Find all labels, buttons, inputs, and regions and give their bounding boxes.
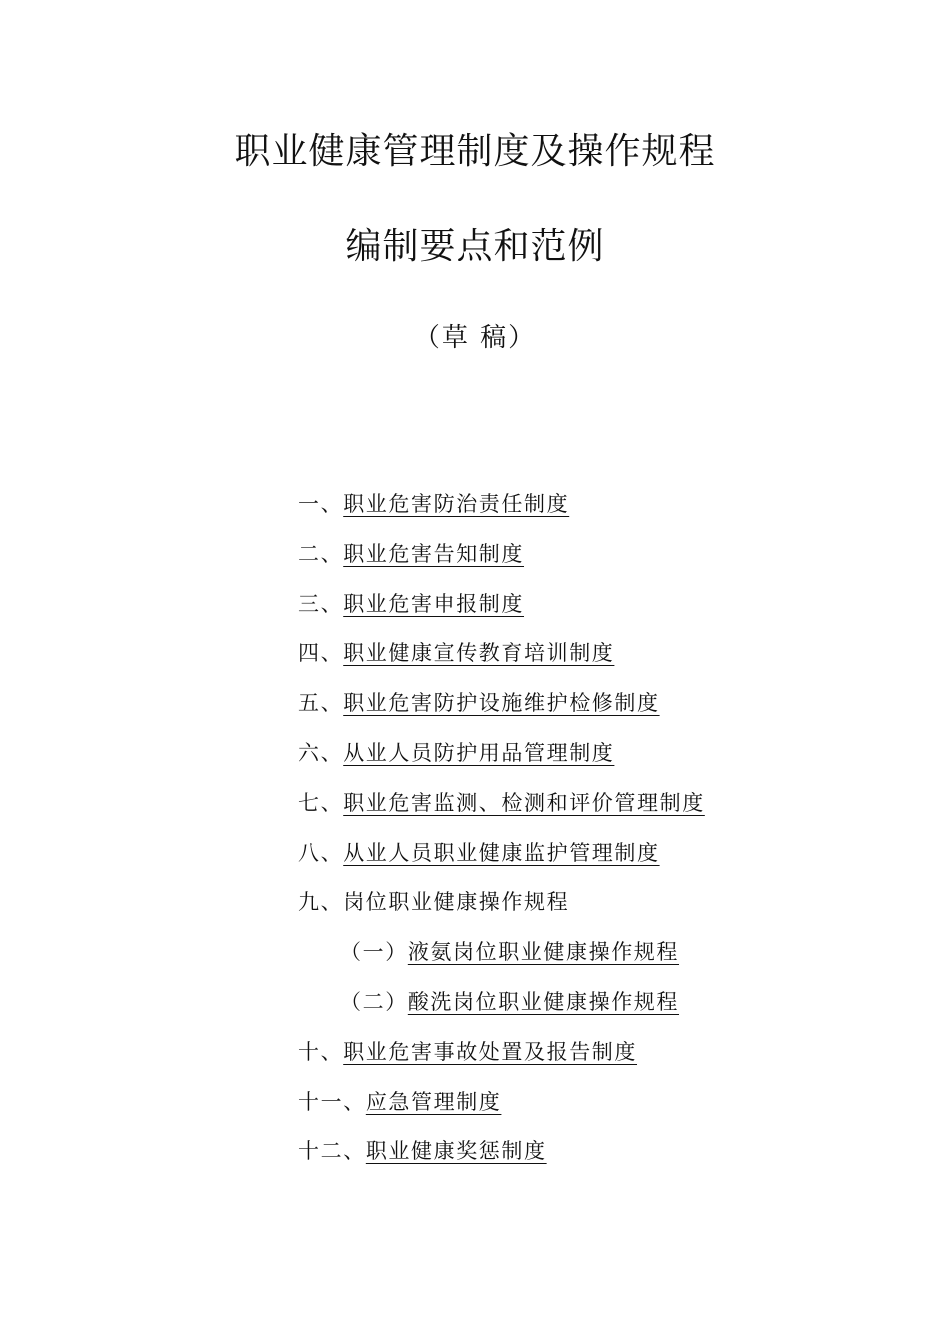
- toc-item-link[interactable]: 职业危害防护设施维护检修制度: [343, 691, 660, 716]
- toc-item-link[interactable]: 液氨岗位职业健康操作规程: [407, 940, 680, 965]
- toc-item-prefix: 五、: [298, 691, 344, 716]
- toc-item-link[interactable]: 应急管理制度: [365, 1089, 502, 1114]
- toc-item: [298, 536, 705, 586]
- toc-item: [298, 685, 705, 735]
- document-title-line1: 职业健康管理制度及操作规程: [234, 131, 716, 172]
- toc-item-link[interactable]: 从业人员职业健康监护管理制度: [343, 840, 660, 865]
- table-of-contents: [298, 486, 705, 1183]
- toc-item-prefix: （一）: [340, 940, 408, 965]
- toc-item: [298, 1034, 705, 1084]
- toc-item-prefix: 九、: [298, 890, 344, 915]
- toc-item-link[interactable]: 职业危害防治责任制度: [343, 492, 570, 516]
- toc-item-prefix: 十二、: [298, 1139, 366, 1164]
- toc-subitem: [298, 934, 705, 984]
- toc-item-label: 岗位职业健康操作规程: [343, 890, 570, 915]
- toc-item: [298, 835, 705, 885]
- toc-item-link[interactable]: 职业危害事故处置及报告制度: [343, 1039, 638, 1064]
- document-title-line2: 编制要点和范例: [345, 226, 605, 267]
- toc-item-prefix: 十一、: [298, 1089, 366, 1114]
- toc-item-prefix: 十、: [298, 1039, 344, 1064]
- toc-item-link[interactable]: 从业人员防护用品管理制度: [343, 740, 615, 765]
- toc-item: [298, 1084, 705, 1134]
- toc-item: [298, 586, 705, 636]
- toc-item-link[interactable]: 职业危害申报制度: [343, 591, 525, 616]
- toc-item-link[interactable]: 职业健康宣传教育培训制度: [343, 641, 615, 666]
- toc-item-prefix: 一、: [298, 492, 344, 516]
- toc-subitem: [298, 984, 705, 1034]
- toc-item: [298, 1133, 705, 1183]
- toc-item-prefix: 八、: [298, 840, 344, 865]
- toc-item: [298, 735, 705, 785]
- draft-subtitle: （草 稿）: [413, 323, 537, 353]
- toc-item-prefix: 六、: [298, 740, 344, 765]
- toc-item: [298, 635, 705, 685]
- toc-item-link[interactable]: 职业健康奖惩制度: [365, 1139, 547, 1164]
- toc-item: [298, 785, 705, 835]
- toc-item-link[interactable]: 职业危害告知制度: [343, 541, 525, 566]
- toc-item: [298, 486, 705, 536]
- toc-item-link[interactable]: 职业危害监测、检测和评价管理制度: [343, 790, 705, 815]
- toc-item-link[interactable]: 酸洗岗位职业健康操作规程: [407, 989, 680, 1014]
- toc-item-prefix: 四、: [298, 641, 344, 666]
- toc-section-heading: [298, 884, 705, 934]
- toc-item-prefix: 二、: [298, 541, 344, 566]
- toc-item-prefix: 七、: [298, 790, 344, 815]
- toc-item-prefix: 三、: [298, 591, 344, 616]
- toc-item-prefix: （二）: [340, 989, 408, 1014]
